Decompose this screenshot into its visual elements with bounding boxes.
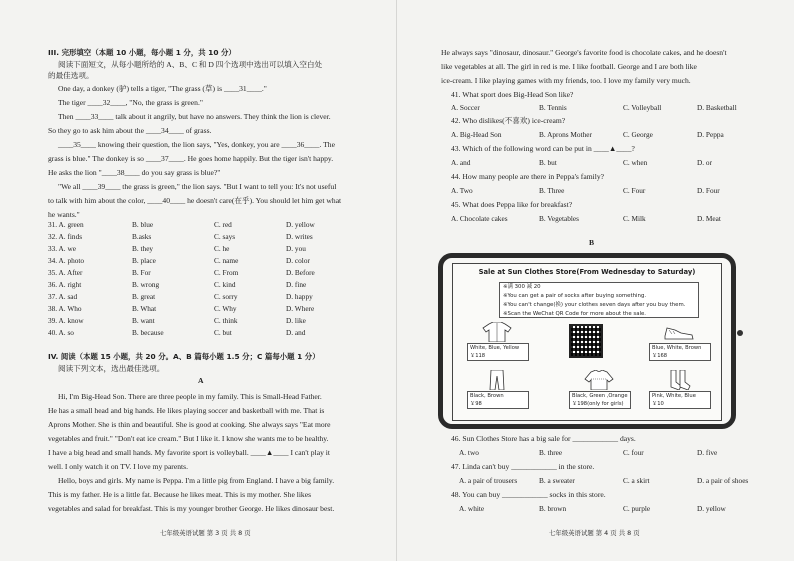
- socks-icon: [663, 370, 695, 390]
- question: 48. You can buy ____________ socks in this store.: [451, 490, 606, 499]
- option-a[interactable]: 39. A. know: [48, 316, 84, 325]
- option-d[interactable]: D. Meat: [697, 214, 721, 223]
- price-tag: [649, 391, 711, 409]
- option-c[interactable]: C. red: [214, 220, 232, 229]
- price-tag: [467, 343, 529, 361]
- cloze-line: Then ____33____ talk about it angrily, but have no answers. They think the lion is clever.: [58, 112, 331, 121]
- sweater-icon: [583, 370, 615, 390]
- option-a[interactable]: A. Soccer: [451, 103, 480, 112]
- option-c[interactable]: C. purple: [623, 504, 651, 513]
- option-b[interactable]: B. but: [539, 158, 557, 167]
- option-b[interactable]: B. a sweater: [539, 476, 575, 485]
- sale-ad-screen: [452, 263, 722, 421]
- option-c[interactable]: C. Four: [623, 186, 646, 195]
- option-c[interactable]: C. George: [623, 130, 653, 139]
- section-4-title: IV. 阅读（本题 15 小题，共 20 分。A、B 篇每小题 1.5 分；C 篇每小题 1 分）: [48, 352, 320, 361]
- item-colors: Pink, White, Blue: [652, 393, 696, 399]
- option-a[interactable]: A. and: [451, 158, 471, 167]
- option-a[interactable]: 33. A. we: [48, 244, 76, 253]
- option-a[interactable]: A. Chocolate cakes: [451, 214, 508, 223]
- question: 43. Which of the following word can be put in ____▲____?: [451, 144, 635, 153]
- cloze-line: to talk with him about the color, ____40____ he doesn't care(在乎). You should let him get what: [48, 196, 342, 205]
- option-b[interactable]: B.asks: [132, 232, 152, 241]
- option-c[interactable]: C. think: [214, 316, 238, 325]
- cloze-line: The tiger ____32____, "No, the grass is green.": [58, 98, 203, 107]
- passage-line: vegetables and fruit." "Don't eat ice cream." But I like it. I know she wants me to be healthy.: [48, 434, 329, 443]
- item-price: ￥118: [470, 353, 486, 359]
- option-d[interactable]: D. Four: [697, 186, 720, 195]
- page-footer: 七年级英语试题 第 3 页 共 8 页: [160, 529, 251, 537]
- cloze-line: So they go to ask him about the ____34____ of grass.: [48, 126, 212, 135]
- cloze-line: He asks the lion "____38____ do you say grass is blue?": [48, 168, 221, 177]
- question: 44. How many people are there in Peppa's family?: [451, 172, 604, 181]
- trousers-icon: [481, 370, 513, 390]
- passage-line: He has a small head and big hands. He likes playing soccer and basketball with me. That is: [48, 406, 325, 415]
- option-d[interactable]: D. happy: [286, 292, 313, 301]
- passage-line: Aprons Mother. She is thin and beautiful. She is good at cooking. She always says "Eat more: [48, 420, 331, 429]
- option-b[interactable]: B. place: [132, 256, 156, 265]
- option-a[interactable]: A. Big-Head Son: [451, 130, 502, 139]
- option-a[interactable]: 32. A. finds: [48, 232, 83, 241]
- question: 45. What does Peppa like for breakfast?: [451, 200, 573, 209]
- question: 41. What sport does Big-Head Son like?: [451, 90, 574, 99]
- passage-line: This is my father. He is a little fat. Because he likes meat. This is my mother. She likes: [48, 490, 312, 499]
- option-c[interactable]: C. kind: [214, 280, 236, 289]
- sale-note: ※满 300 减 20: [503, 284, 541, 290]
- option-a[interactable]: 36. A. right: [48, 280, 82, 289]
- option-b[interactable]: B. great: [132, 292, 156, 301]
- section-4-instruction: 阅读下列文本，选出最佳选项。: [58, 364, 165, 373]
- option-a[interactable]: 35. A. After: [48, 268, 83, 277]
- question: 42. Who dislikes(不喜欢) ice-cream?: [451, 116, 566, 125]
- option-d[interactable]: D. Basketball: [697, 103, 737, 112]
- shirt-icon: [481, 322, 513, 342]
- passage-line: I have a big head and small hands. My favorite sport is volleyball. ____▲____ I can't play it: [48, 448, 330, 457]
- page-3: [0, 0, 395, 561]
- option-a[interactable]: A. white: [459, 504, 485, 513]
- option-c[interactable]: C. but: [214, 328, 232, 337]
- cloze-line: "We all ____39____ the grass is green," the lion says. "But I want to tell you: It's not useful: [58, 182, 337, 191]
- option-c[interactable]: C. he: [214, 244, 230, 253]
- option-c[interactable]: C. says: [214, 232, 236, 241]
- cloze-line: grass is blue." The donkey is so ____37____. He goes home happily. But the tiger isn't happy.: [48, 154, 334, 163]
- sweater-item: [569, 370, 631, 410]
- passage-line: ice-cream. I like playing games with my friends, too. I love my family very much.: [441, 76, 691, 85]
- sale-ad-title: Sale at Sun Clothes Store(From Wednesday to Saturday): [478, 268, 696, 276]
- passage-line: Hello, boys and girls. My name is Peppa. I'm a little pig from England. I have a big family.: [58, 476, 335, 485]
- cloze-line: he wants.": [48, 210, 80, 219]
- option-a[interactable]: A. two: [459, 448, 479, 457]
- option-d[interactable]: D. yellow: [697, 504, 726, 513]
- option-b[interactable]: B. Aprons Mother: [539, 130, 592, 139]
- question: 46. Sun Clothes Store has a big sale for ____________ days.: [451, 434, 636, 443]
- option-b[interactable]: B. Three: [539, 186, 565, 195]
- shirt-item: [467, 322, 529, 362]
- option-d[interactable]: D. yellow: [286, 220, 315, 229]
- sale-ad-notes: [499, 282, 699, 318]
- shoes-item: [649, 322, 711, 362]
- option-b[interactable]: B. they: [132, 244, 154, 253]
- option-a[interactable]: 40. A. so: [48, 328, 74, 337]
- option-d[interactable]: D. fine: [286, 280, 307, 289]
- item-price: ￥98: [470, 401, 482, 407]
- option-a[interactable]: 31. A. green: [48, 220, 84, 229]
- option-d[interactable]: D. and: [286, 328, 306, 337]
- sale-note: ※You can get a pair of socks after buying something.: [503, 293, 647, 299]
- option-b[interactable]: B. wrong: [132, 280, 160, 289]
- question: 47. Linda can't buy ____________ in the store.: [451, 462, 595, 471]
- option-d[interactable]: D. color: [286, 256, 310, 265]
- option-c[interactable]: C. when: [623, 158, 648, 167]
- option-a[interactable]: 37. A. sad: [48, 292, 78, 301]
- option-c[interactable]: C. a skirt: [623, 476, 650, 485]
- price-tag: [649, 343, 711, 361]
- item-colors: Blue, White, Brown: [652, 345, 702, 351]
- option-d[interactable]: D. Before: [286, 268, 315, 277]
- option-b[interactable]: B. because: [132, 328, 164, 337]
- option-d[interactable]: D. like: [286, 316, 306, 325]
- option-d[interactable]: D. five: [697, 448, 718, 457]
- option-d[interactable]: D. writes: [286, 232, 313, 241]
- option-d[interactable]: D. a pair of shoes: [697, 476, 749, 485]
- price-tag: [467, 391, 529, 409]
- option-b[interactable]: B. Vegetables: [539, 214, 579, 223]
- cloze-line: ____35____ knowing their question, the lion says, "Yes, donkey, you are ____36____. The: [58, 140, 335, 149]
- option-b[interactable]: B. For: [132, 268, 151, 277]
- option-a[interactable]: 34. A. photo: [48, 256, 85, 265]
- section-3-instruction: 阅读下面短文，从每小题所给的 A、B、C 和 D 四个选项中选出可以填入空白处: [58, 60, 323, 69]
- option-a[interactable]: A. a pair of trousers: [459, 476, 518, 485]
- sale-note: ※Scan the WeChat QR Code for more about the sale.: [503, 311, 647, 317]
- option-c[interactable]: C. Volleyball: [623, 103, 662, 112]
- socks-item: [649, 370, 711, 410]
- option-d[interactable]: D. Where: [286, 304, 315, 313]
- option-b[interactable]: B. brown: [539, 504, 567, 513]
- option-c[interactable]: C. Milk: [623, 214, 646, 223]
- option-c[interactable]: C. sorry: [214, 292, 238, 301]
- option-d[interactable]: D. Peppa: [697, 130, 724, 139]
- passage-line: vegetables and salad for breakfast. This is my younger brother George. He likes dinosaur best.: [48, 504, 335, 513]
- sale-note: ※You can't change(换) your clothes seven days after you buy them.: [503, 302, 686, 308]
- option-b[interactable]: B. Tennis: [539, 103, 567, 112]
- page-divider: [396, 0, 397, 561]
- option-c[interactable]: C. From: [214, 268, 239, 277]
- cloze-line: One day, a donkey (驴) tells a tiger, "The grass (草) is ____31____.": [58, 84, 267, 93]
- option-a[interactable]: A. Two: [451, 186, 473, 195]
- item-colors: Black, Brown: [470, 393, 504, 399]
- passage-line: He always says "dinosaur, dinosaur." George's favorite food is chocolate cakes, and he doesn't: [441, 48, 727, 57]
- shoe-icon: [663, 322, 695, 342]
- option-b[interactable]: B. three: [539, 448, 563, 457]
- option-b[interactable]: B. What: [132, 304, 157, 313]
- option-c[interactable]: C. name: [214, 256, 239, 265]
- wechat-qr-code-icon[interactable]: [569, 324, 603, 358]
- passage-line: Hi, I'm Big-Head Son. There are three people in my family. This is Small-Head Father.: [58, 392, 322, 401]
- option-b[interactable]: B. blue: [132, 220, 154, 229]
- item-price: ￥198(only for girls): [572, 401, 624, 407]
- option-a[interactable]: 38. A. Who: [48, 304, 82, 313]
- trousers-item: [467, 370, 529, 410]
- item-colors: White, Blue, Yellow: [470, 345, 520, 351]
- section-3-instruction-cont: 的最佳选项。: [48, 71, 94, 80]
- passage-a-label: A: [198, 376, 204, 385]
- option-b[interactable]: B. want: [132, 316, 155, 325]
- passage-line: like vegetables at all. The girl in red is me. I like football. George and I are both like: [441, 62, 697, 71]
- option-d[interactable]: D. or: [697, 158, 712, 167]
- option-d[interactable]: D. you: [286, 244, 306, 253]
- price-tag: [569, 391, 631, 409]
- passage-line: well. I only watch it on TV. I love my parents.: [48, 462, 188, 471]
- passage-b-label: B: [589, 238, 595, 247]
- page-footer: 七年级英语试题 第 4 页 共 8 页: [549, 529, 640, 537]
- tablet-button-icon: [737, 330, 743, 336]
- option-c[interactable]: C. four: [623, 448, 644, 457]
- section-3-title: III. 完形填空（本题 10 小题，每小题 1 分，共 10 分）: [48, 48, 236, 57]
- option-c[interactable]: C. Why: [214, 304, 237, 313]
- item-colors: Black, Green ,Orange: [572, 393, 628, 399]
- item-price: ￥168: [652, 353, 668, 359]
- item-price: ￥10: [652, 401, 664, 407]
- sale-ad-tablet: [438, 253, 736, 429]
